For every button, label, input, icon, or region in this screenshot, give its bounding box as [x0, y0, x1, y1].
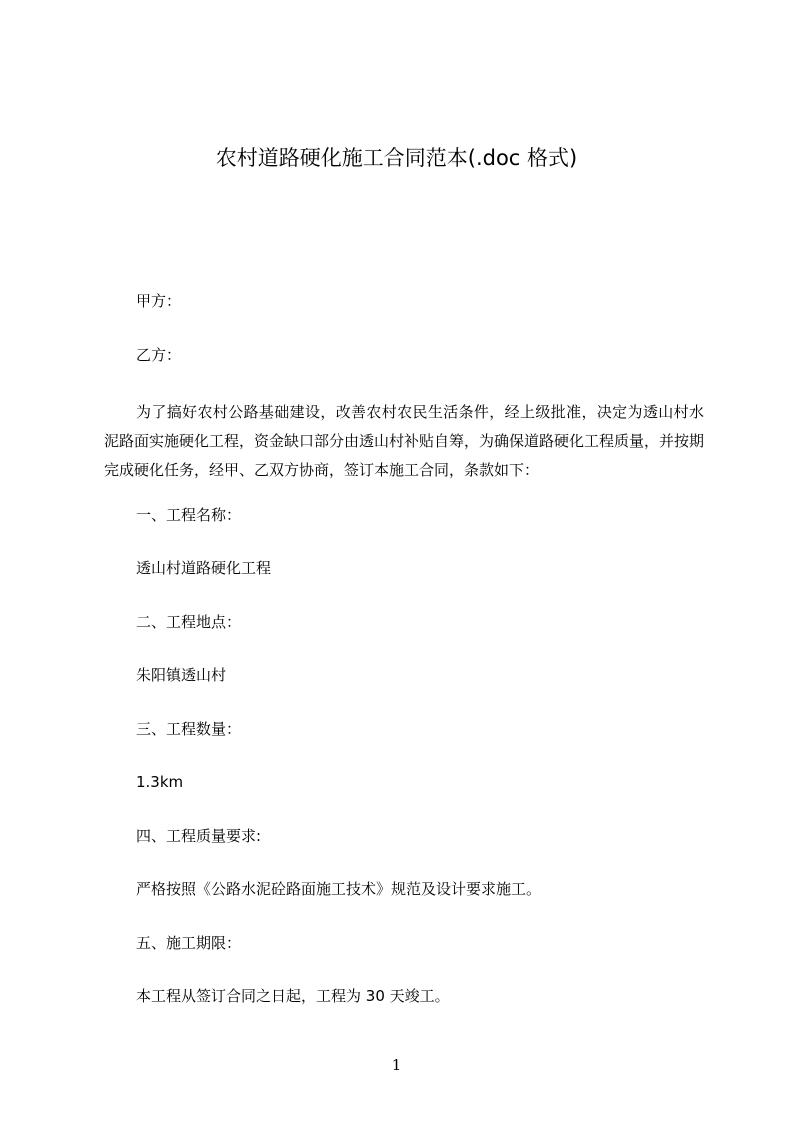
document-title: 农村道路硬化施工合同范本(.doc 格式) — [215, 146, 578, 170]
party-b-label: 乙方： — [136, 346, 182, 364]
section-heading-construction-period: 五、施工期限： — [136, 934, 242, 952]
section-heading-quality-requirements: 四、工程质量要求: — [136, 827, 262, 845]
section-content-project-location: 朱阳镇透山村 — [136, 666, 227, 684]
party-a-label: 甲方： — [136, 292, 182, 310]
section-content-project-name: 透山村道路硬化工程 — [136, 559, 272, 577]
section-content-quality-requirements: 严格按照《公路水泥砼路面施工技术》规范及设计要求施工。 — [136, 880, 542, 898]
section-heading-project-name: 一、工程名称： — [136, 506, 242, 524]
intro-paragraph: 为了搞好农村公路基础建设，改善农村农民生活条件，经上级批准，决定为透山村水泥路面实施硬化工程，资金缺口部分由透山村补贴自筹，为确保道路硬化工程质量，并按期完成硬化任务，经甲、乙双方协商，签订本施工合同，条款如下： — [104, 403, 705, 479]
section-content-construction-period: 本工程从签订合同之日起，工程为 30 天竣工。 — [136, 987, 450, 1005]
section-heading-project-quantity: 三、工程数量： — [136, 720, 242, 738]
section-content-project-quantity: 1.3km — [136, 773, 184, 791]
section-heading-project-location: 二、工程地点： — [136, 613, 242, 631]
page-number: 1 — [391, 1056, 402, 1074]
